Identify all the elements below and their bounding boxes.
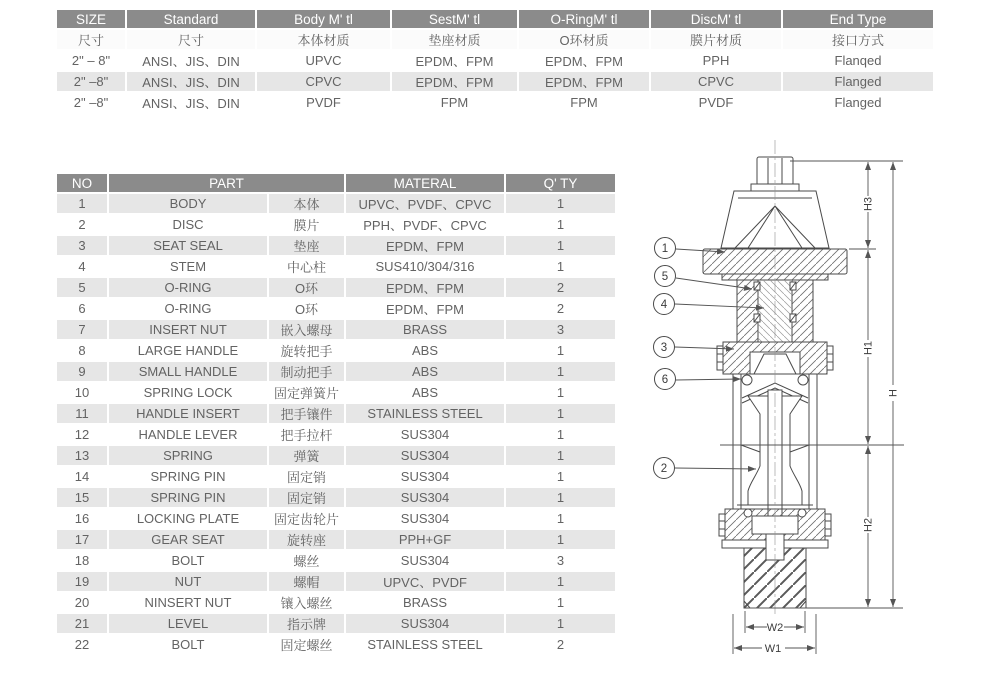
spec-cell-body-mtl: UPVC: [257, 51, 390, 70]
parts-cell-name-cn: 中心柱: [269, 257, 344, 276]
parts-cell-name-en: BOLT: [109, 551, 267, 570]
parts-cell-qty: 1: [506, 467, 615, 486]
parts-cell-material: STAINLESS STEEL: [346, 635, 504, 654]
parts-cell-material: PPH+GF: [346, 530, 504, 549]
parts-cell-qty: 1: [506, 215, 615, 234]
parts-cell-name-en: BOLT: [109, 635, 267, 654]
dim-label-h2: H2: [862, 517, 875, 533]
dim-label-h: H: [887, 389, 900, 397]
parts-cell-name-cn: 指示牌: [269, 614, 344, 633]
spec-cell-body-mtl: CPVC: [257, 72, 390, 91]
spec-cell-seat-mtl: FPM: [392, 93, 517, 112]
parts-cell-no: 12: [57, 425, 107, 444]
parts-cell-name-cn: 本体: [269, 194, 344, 213]
spec-header-oring-mtl: O-RingM' tl: [519, 10, 649, 28]
parts-header-no: NO: [57, 174, 107, 192]
parts-cell-no: 10: [57, 383, 107, 402]
parts-cell-material: ABS: [346, 383, 504, 402]
parts-cell-name-cn: 固定销: [269, 467, 344, 486]
spec-subheader-oring-cn: O环材质: [519, 30, 649, 49]
parts-cell-no: 7: [57, 320, 107, 339]
parts-row: [57, 509, 615, 528]
dim-label-w2: W2: [766, 622, 784, 634]
parts-cell-name-en: SMALL HANDLE: [109, 362, 267, 381]
parts-cell-qty: 1: [506, 614, 615, 633]
parts-cell-material: BRASS: [346, 320, 504, 339]
spec-cell-disc-mtl: PVDF: [651, 93, 781, 112]
callout-5-number: 5: [661, 271, 669, 283]
parts-cell-material: PPH、PVDF、CPVC: [346, 215, 504, 234]
parts-cell-qty: 1: [506, 404, 615, 423]
parts-cell-name-cn: 把手拉杆: [269, 425, 344, 444]
parts-cell-qty: 3: [506, 320, 615, 339]
parts-cell-name-cn: 制动把手: [269, 362, 344, 381]
parts-row: [57, 404, 615, 423]
spec-header-seat-mtl: SestM' tl: [392, 10, 517, 28]
parts-cell-no: 6: [57, 299, 107, 318]
callout-6-number: 6: [661, 374, 669, 386]
parts-cell-name-en: SPRING: [109, 446, 267, 465]
spec-cell-end-type: Flanged: [783, 93, 933, 112]
spec-subheader-endtype-cn: 接口方式: [783, 30, 933, 49]
parts-cell-material: UPVC、PVDF: [346, 572, 504, 591]
parts-cell-qty: 1: [506, 341, 615, 360]
parts-cell-name-en: HANDLE INSERT: [109, 404, 267, 423]
parts-cell-no: 17: [57, 530, 107, 549]
spec-cell-standard: ANSI、JIS、DIN: [127, 72, 255, 91]
parts-cell-no: 1: [57, 194, 107, 213]
parts-row: [57, 257, 615, 276]
parts-cell-material: ABS: [346, 341, 504, 360]
parts-row: [57, 467, 615, 486]
dim-label-h1: H1: [862, 340, 875, 356]
parts-cell-qty: 3: [506, 551, 615, 570]
parts-cell-name-cn: O环: [269, 278, 344, 297]
parts-cell-no: 11: [57, 404, 107, 423]
parts-cell-qty: 1: [506, 446, 615, 465]
parts-cell-name-cn: 垫座: [269, 236, 344, 255]
spec-cell-size: 2" –8": [57, 72, 125, 91]
parts-cell-no: 19: [57, 572, 107, 591]
parts-cell-name-en: SPRING PIN: [109, 488, 267, 507]
spec-cell-size: 2" – 8": [57, 51, 125, 70]
parts-cell-name-en: SPRING LOCK: [109, 383, 267, 402]
parts-cell-name-cn: 旋转座: [269, 530, 344, 549]
parts-row: [57, 341, 615, 360]
parts-cell-no: 13: [57, 446, 107, 465]
lower-bolt-right: [798, 509, 806, 517]
spec-header-standard: Standard: [127, 10, 255, 28]
parts-row: [57, 362, 615, 381]
parts-cell-name-en: SPRING PIN: [109, 467, 267, 486]
spec-subheader-size-cn: 尺寸: [57, 30, 125, 49]
parts-cell-name-en: BODY: [109, 194, 267, 213]
parts-cell-qty: 1: [506, 593, 615, 612]
parts-cell-material: SUS304: [346, 446, 504, 465]
parts-cell-no: 18: [57, 551, 107, 570]
parts-cell-qty: 2: [506, 635, 615, 654]
spec-cell-standard: ANSI、JIS、DIN: [127, 93, 255, 112]
parts-cell-name-cn: 膜片: [269, 215, 344, 234]
spec-subheader-body-cn: 本体材质: [257, 30, 390, 49]
spec-header-body-mtl: Body M' tl: [257, 10, 390, 28]
parts-cell-material: SUS304: [346, 614, 504, 633]
dim-label-h3: H3: [862, 196, 875, 212]
parts-cell-qty: 2: [506, 278, 615, 297]
parts-cell-material: ABS: [346, 362, 504, 381]
parts-cell-material: SUS304: [346, 509, 504, 528]
parts-cell-name-en: O-RING: [109, 299, 267, 318]
parts-row: [57, 551, 615, 570]
parts-cell-name-en: LEVEL: [109, 614, 267, 633]
parts-row: [57, 488, 615, 507]
parts-cell-qty: 2: [506, 299, 615, 318]
parts-cell-qty: 1: [506, 572, 615, 591]
parts-cell-qty: 1: [506, 509, 615, 528]
parts-cell-no: 20: [57, 593, 107, 612]
parts-cell-name-cn: 固定销: [269, 488, 344, 507]
parts-cell-name-en: DISC: [109, 215, 267, 234]
parts-row: [57, 614, 615, 633]
parts-cell-no: 4: [57, 257, 107, 276]
parts-cell-name-cn: 螺帽: [269, 572, 344, 591]
lower-bolt-left: [744, 509, 752, 517]
spec-cell-oring-mtl: EPDM、FPM: [519, 51, 649, 70]
callout-4-number: 4: [660, 299, 668, 311]
parts-row: [57, 194, 615, 213]
dim-label-w1: W1: [764, 643, 782, 655]
parts-cell-qty: 1: [506, 425, 615, 444]
parts-cell-name-en: LOCKING PLATE: [109, 509, 267, 528]
parts-cell-name-en: GEAR SEAT: [109, 530, 267, 549]
parts-cell-material: EPDM、FPM: [346, 278, 504, 297]
parts-header-qty: Q' TY: [506, 174, 615, 192]
parts-cell-name-cn: 镶入螺丝: [269, 593, 344, 612]
spec-header-size: SIZE: [57, 10, 125, 28]
spec-row: [57, 93, 933, 112]
parts-cell-no: 21: [57, 614, 107, 633]
parts-cell-name-cn: 把手镶件: [269, 404, 344, 423]
parts-cell-no: 5: [57, 278, 107, 297]
parts-row: [57, 572, 615, 591]
spec-cell-oring-mtl: FPM: [519, 93, 649, 112]
spec-cell-seat-mtl: EPDM、FPM: [392, 72, 517, 91]
spec-subheader-disc-cn: 膜片材质: [651, 30, 781, 49]
spec-header-end-type: End Type: [783, 10, 933, 28]
parts-cell-name-cn: 螺丝: [269, 551, 344, 570]
parts-cell-name-cn: 嵌入螺母: [269, 320, 344, 339]
parts-cell-material: SUS304: [346, 425, 504, 444]
spec-cell-end-type: Flanged: [783, 72, 933, 91]
parts-cell-name-en: NINSERT NUT: [109, 593, 267, 612]
spec-row: [57, 72, 933, 91]
parts-cell-qty: 1: [506, 236, 615, 255]
parts-cell-name-en: HANDLE LEVER: [109, 425, 267, 444]
parts-cell-qty: 1: [506, 488, 615, 507]
parts-table: [55, 172, 617, 656]
parts-cell-name-cn: 旋转把手: [269, 341, 344, 360]
parts-cell-material: EPDM、FPM: [346, 299, 504, 318]
parts-row: [57, 425, 615, 444]
parts-row: [57, 299, 615, 318]
parts-cell-no: 2: [57, 215, 107, 234]
spec-cell-body-mtl: PVDF: [257, 93, 390, 112]
parts-cell-material: UPVC、PVDF、CPVC: [346, 194, 504, 213]
parts-cell-no: 14: [57, 467, 107, 486]
parts-cell-name-en: O-RING: [109, 278, 267, 297]
parts-row: [57, 215, 615, 234]
parts-cell-name-en: STEM: [109, 257, 267, 276]
spec-cell-seat-mtl: EPDM、FPM: [392, 51, 517, 70]
parts-row: [57, 635, 615, 654]
parts-cell-name-en: NUT: [109, 572, 267, 591]
parts-cell-name-en: SEAT SEAL: [109, 236, 267, 255]
parts-cell-no: 9: [57, 362, 107, 381]
parts-cell-material: SUS304: [346, 488, 504, 507]
valve-body-drawing: [703, 140, 847, 615]
clamp-bolt-right: [798, 375, 808, 385]
parts-cell-name-cn: O环: [269, 299, 344, 318]
callout-2-number: 2: [660, 463, 668, 475]
parts-cell-name-en: LARGE HANDLE: [109, 341, 267, 360]
parts-cell-material: STAINLESS STEEL: [346, 404, 504, 423]
parts-cell-no: 15: [57, 488, 107, 507]
parts-header-material: MATERAL: [346, 174, 504, 192]
parts-cell-material: EPDM、FPM: [346, 236, 504, 255]
parts-header-part: PART: [109, 174, 344, 192]
parts-cell-no: 16: [57, 509, 107, 528]
parts-cell-qty: 1: [506, 257, 615, 276]
parts-row: [57, 278, 615, 297]
parts-row: [57, 236, 615, 255]
spec-cell-disc-mtl: CPVC: [651, 72, 781, 91]
parts-cell-material: SUS304: [346, 467, 504, 486]
parts-cell-name-cn: 固定螺丝: [269, 635, 344, 654]
parts-header-row: [57, 174, 615, 192]
parts-cell-qty: 1: [506, 194, 615, 213]
parts-row: [57, 446, 615, 465]
spec-header-disc-mtl: DiscM' tl: [651, 10, 781, 28]
parts-row: [57, 383, 615, 402]
spec-header-row: [57, 10, 933, 28]
parts-cell-no: 8: [57, 341, 107, 360]
parts-cell-name-cn: 固定齿轮片: [269, 509, 344, 528]
parts-cell-material: BRASS: [346, 593, 504, 612]
spec-cell-oring-mtl: EPDM、FPM: [519, 72, 649, 91]
parts-row: [57, 320, 615, 339]
spec-table: [55, 8, 935, 114]
valve-section-diagram: [615, 135, 965, 665]
parts-cell-no: 22: [57, 635, 107, 654]
parts-row: [57, 530, 615, 549]
spec-cell-disc-mtl: PPH: [651, 51, 781, 70]
callout-3-number: 3: [660, 342, 668, 354]
spec-subheader-seat-cn: 垫座材质: [392, 30, 517, 49]
spec-cell-size: 2" –8": [57, 93, 125, 112]
parts-cell-name-cn: 弹簧: [269, 446, 344, 465]
parts-row: [57, 593, 615, 612]
parts-cell-material: SUS410/304/316: [346, 257, 504, 276]
spec-cell-end-type: Flanqed: [783, 51, 933, 70]
parts-cell-qty: 1: [506, 362, 615, 381]
parts-cell-name-en: INSERT NUT: [109, 320, 267, 339]
spec-subheader-row: [57, 30, 933, 49]
parts-cell-name-cn: 固定弹簧片: [269, 383, 344, 402]
clamp-bolt-left: [742, 375, 752, 385]
parts-cell-qty: 1: [506, 530, 615, 549]
callout-1-number: 1: [661, 243, 669, 255]
spec-row: [57, 51, 933, 70]
parts-cell-qty: 1: [506, 383, 615, 402]
spec-cell-standard: ANSI、JIS、DIN: [127, 51, 255, 70]
parts-cell-no: 3: [57, 236, 107, 255]
parts-cell-material: SUS304: [346, 551, 504, 570]
spec-subheader-standard-cn: 尺寸: [127, 30, 255, 49]
